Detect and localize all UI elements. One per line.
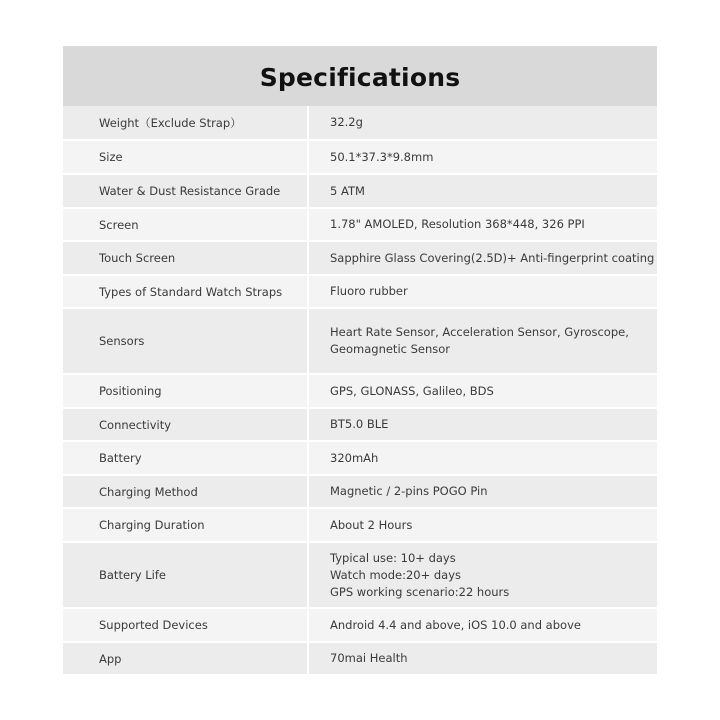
spec-label: Sensors (63, 309, 309, 373)
spec-value (309, 509, 657, 541)
spec-label: Positioning (63, 375, 309, 407)
spec-row (63, 641, 657, 674)
spec-label: Touch Screen (63, 242, 309, 274)
spec-row (63, 307, 657, 373)
spec-value-line: 1.78" AMOLED, Resolution 368*448, 326 PPI (330, 217, 585, 231)
spec-row (63, 207, 657, 240)
spec-value (309, 543, 657, 607)
spec-row (63, 507, 657, 541)
spec-value (309, 209, 657, 240)
spec-value-line: GPS, GLONASS, Galileo, BDS (330, 383, 494, 398)
spec-value (309, 409, 657, 440)
spec-value (309, 175, 657, 207)
spec-label: Water & Dust Resistance Grade (63, 175, 309, 207)
spec-value-line: Magnetic / 2-pins POGO Pin (330, 484, 488, 498)
spec-value (309, 375, 657, 407)
specifications-card (63, 46, 657, 675)
spec-row (63, 240, 657, 274)
spec-value-line: Watch mode:20+ days (330, 567, 462, 582)
spec-value (309, 106, 657, 139)
spec-row (63, 541, 657, 607)
specifications-table (63, 106, 657, 674)
spec-label: Screen (63, 209, 309, 240)
spec-value (309, 609, 657, 641)
spec-value-line: 50.1*37.3*9.8mm (330, 149, 434, 164)
spec-row (63, 106, 657, 139)
spec-row (63, 407, 657, 440)
spec-value-line: BT5.0 BLE (330, 417, 389, 431)
spec-label: Connectivity (63, 409, 309, 440)
spec-label: App (63, 643, 309, 674)
spec-value-line: 320mAh (330, 450, 379, 465)
specifications-header (63, 46, 657, 106)
spec-label: Charging Duration (63, 509, 309, 541)
spec-value-line: Fluoro rubber (330, 284, 408, 298)
spec-value (309, 242, 657, 274)
spec-value-line: Android 4.4 and above, iOS 10.0 and above (330, 617, 581, 632)
spec-value (309, 442, 657, 474)
spec-label: Battery (63, 442, 309, 474)
spec-value-line: 32.2g (330, 115, 363, 129)
spec-value (309, 276, 657, 307)
spec-value-line: GPS working scenario:22 hours (330, 584, 510, 599)
spec-row (63, 474, 657, 507)
spec-row (63, 274, 657, 307)
spec-value (309, 476, 657, 507)
spec-label: Weight（Exclude Strap） (63, 106, 309, 139)
spec-value (309, 309, 657, 373)
spec-value-line: About 2 Hours (330, 517, 413, 532)
spec-row (63, 607, 657, 641)
spec-label: Battery Life (63, 543, 309, 607)
spec-label: Size (63, 141, 309, 173)
spec-label: Types of Standard Watch Straps (63, 276, 309, 307)
spec-value-line: 5 ATM (330, 183, 365, 198)
spec-value (309, 643, 657, 674)
spec-label: Charging Method (63, 476, 309, 507)
spec-row (63, 139, 657, 173)
page-title: Specifications (259, 62, 461, 92)
spec-value-line: Heart Rate Sensor, Acceleration Sensor, Gyroscope, (330, 325, 629, 339)
spec-row (63, 373, 657, 407)
spec-value-line: Sapphire Glass Covering(2.5D)+ Anti-fingerprint coating (330, 250, 655, 265)
spec-row (63, 173, 657, 207)
spec-value-line: Typical use: 10+ days (330, 550, 456, 565)
spec-value-line: 70mai Health (330, 651, 408, 665)
spec-label: Supported Devices (63, 609, 309, 641)
spec-value-line: Geomagnetic Sensor (330, 342, 451, 356)
spec-row (63, 440, 657, 474)
spec-value (309, 141, 657, 173)
